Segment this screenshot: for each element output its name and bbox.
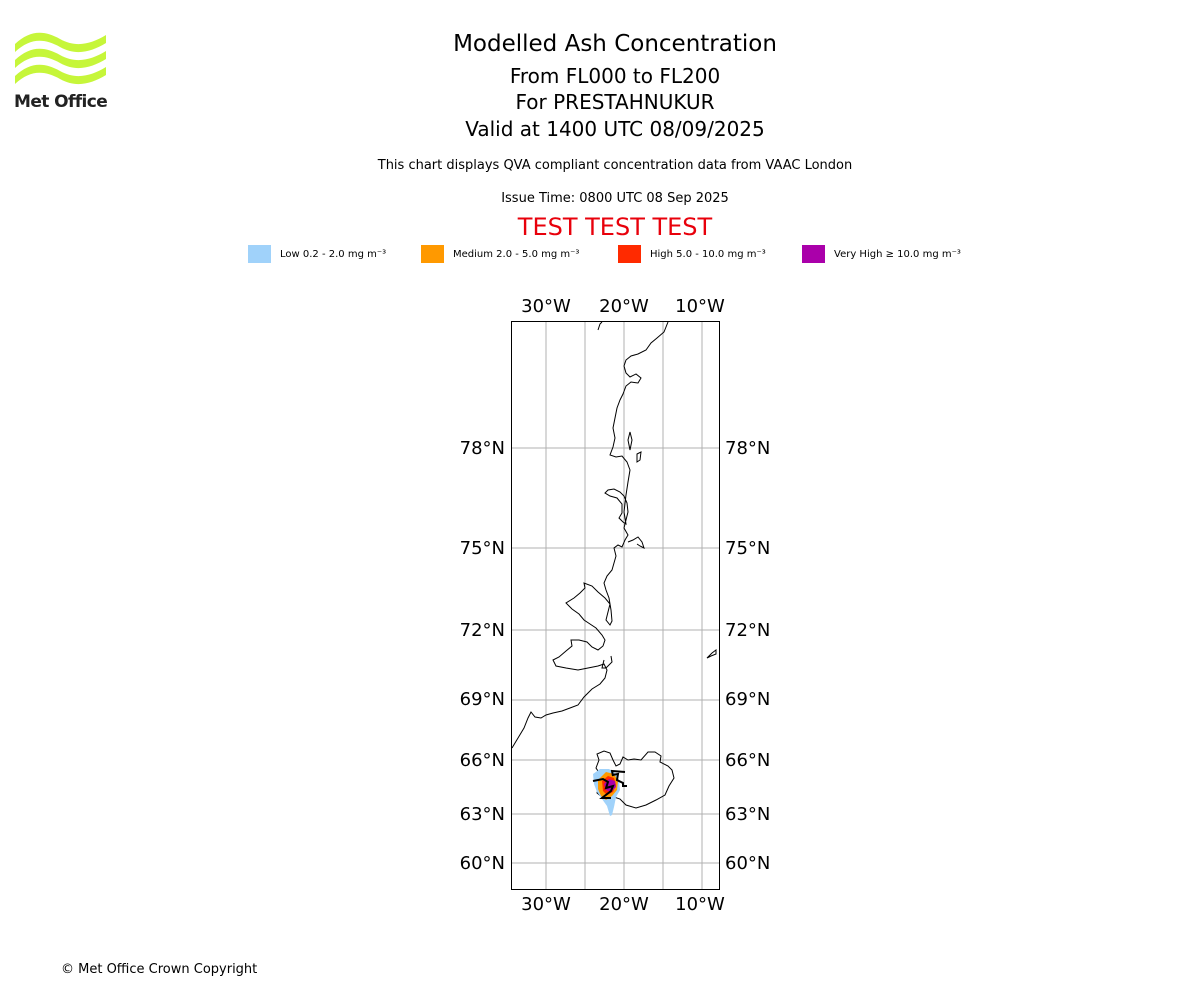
map-frame	[512, 322, 720, 890]
lat-label-75n-right: 75°N	[725, 538, 771, 559]
lat-label-63n-right: 63°N	[725, 804, 771, 825]
map-gridlines	[512, 322, 719, 889]
test-banner: TEST TEST TEST	[517, 213, 713, 241]
lat-label-78n-right: 78°N	[725, 438, 771, 459]
volcano-name: For PRESTAHNUKUR	[515, 90, 715, 114]
chart-description: This chart displays QVA compliant concentration data from VAAC London	[377, 158, 853, 173]
lon-label-10w-top: 10°W	[675, 296, 725, 317]
flight-level-range: From FL000 to FL200	[509, 64, 721, 88]
lon-label-30w-bottom: 30°W	[521, 894, 571, 915]
lat-labels-right	[725, 438, 770, 874]
lat-label-75n-left: 75°N	[459, 538, 505, 559]
lat-label-72n-right: 72°N	[725, 620, 771, 641]
lat-label-69n-right: 69°N	[725, 689, 771, 710]
lon-label-10w-bottom: 10°W	[675, 894, 725, 915]
copyright-notice: © Met Office Crown Copyright	[61, 962, 258, 977]
lat-label-60n-left: 60°N	[459, 853, 505, 874]
lat-label-63n-left: 63°N	[459, 804, 505, 825]
lon-label-30w-top: 30°W	[521, 296, 571, 317]
lat-label-66n-right: 66°N	[725, 750, 771, 771]
lat-label-78n-left: 78°N	[459, 438, 505, 459]
lat-label-60n-right: 60°N	[725, 853, 771, 874]
legend-label-medium: Medium 2.0 - 5.0 mg m⁻³	[453, 248, 580, 260]
legend-label-high: High 5.0 - 10.0 mg m⁻³	[650, 248, 766, 260]
lat-label-72n-left: 72°N	[459, 620, 505, 641]
lon-label-20w-bottom: 20°W	[599, 894, 649, 915]
lat-label-66n-left: 66°N	[459, 750, 505, 771]
lon-labels-bottom	[521, 894, 725, 915]
chart-title: Modelled Ash Concentration	[453, 31, 777, 57]
legend-label-low: Low 0.2 - 2.0 mg m⁻³	[280, 248, 387, 260]
lon-labels-top	[521, 296, 725, 317]
met-office-wordmark: Met Office	[14, 92, 108, 112]
valid-time: Valid at 1400 UTC 08/09/2025	[465, 117, 765, 141]
lat-labels-left	[460, 438, 505, 874]
lon-label-20w-top: 20°W	[599, 296, 649, 317]
issue-time: Issue Time: 0800 UTC 08 Sep 2025	[501, 191, 729, 206]
lat-label-69n-left: 69°N	[459, 689, 505, 710]
greenland-coastline	[512, 322, 716, 748]
legend-label-very-high: Very High ≥ 10.0 mg m⁻³	[834, 248, 961, 260]
